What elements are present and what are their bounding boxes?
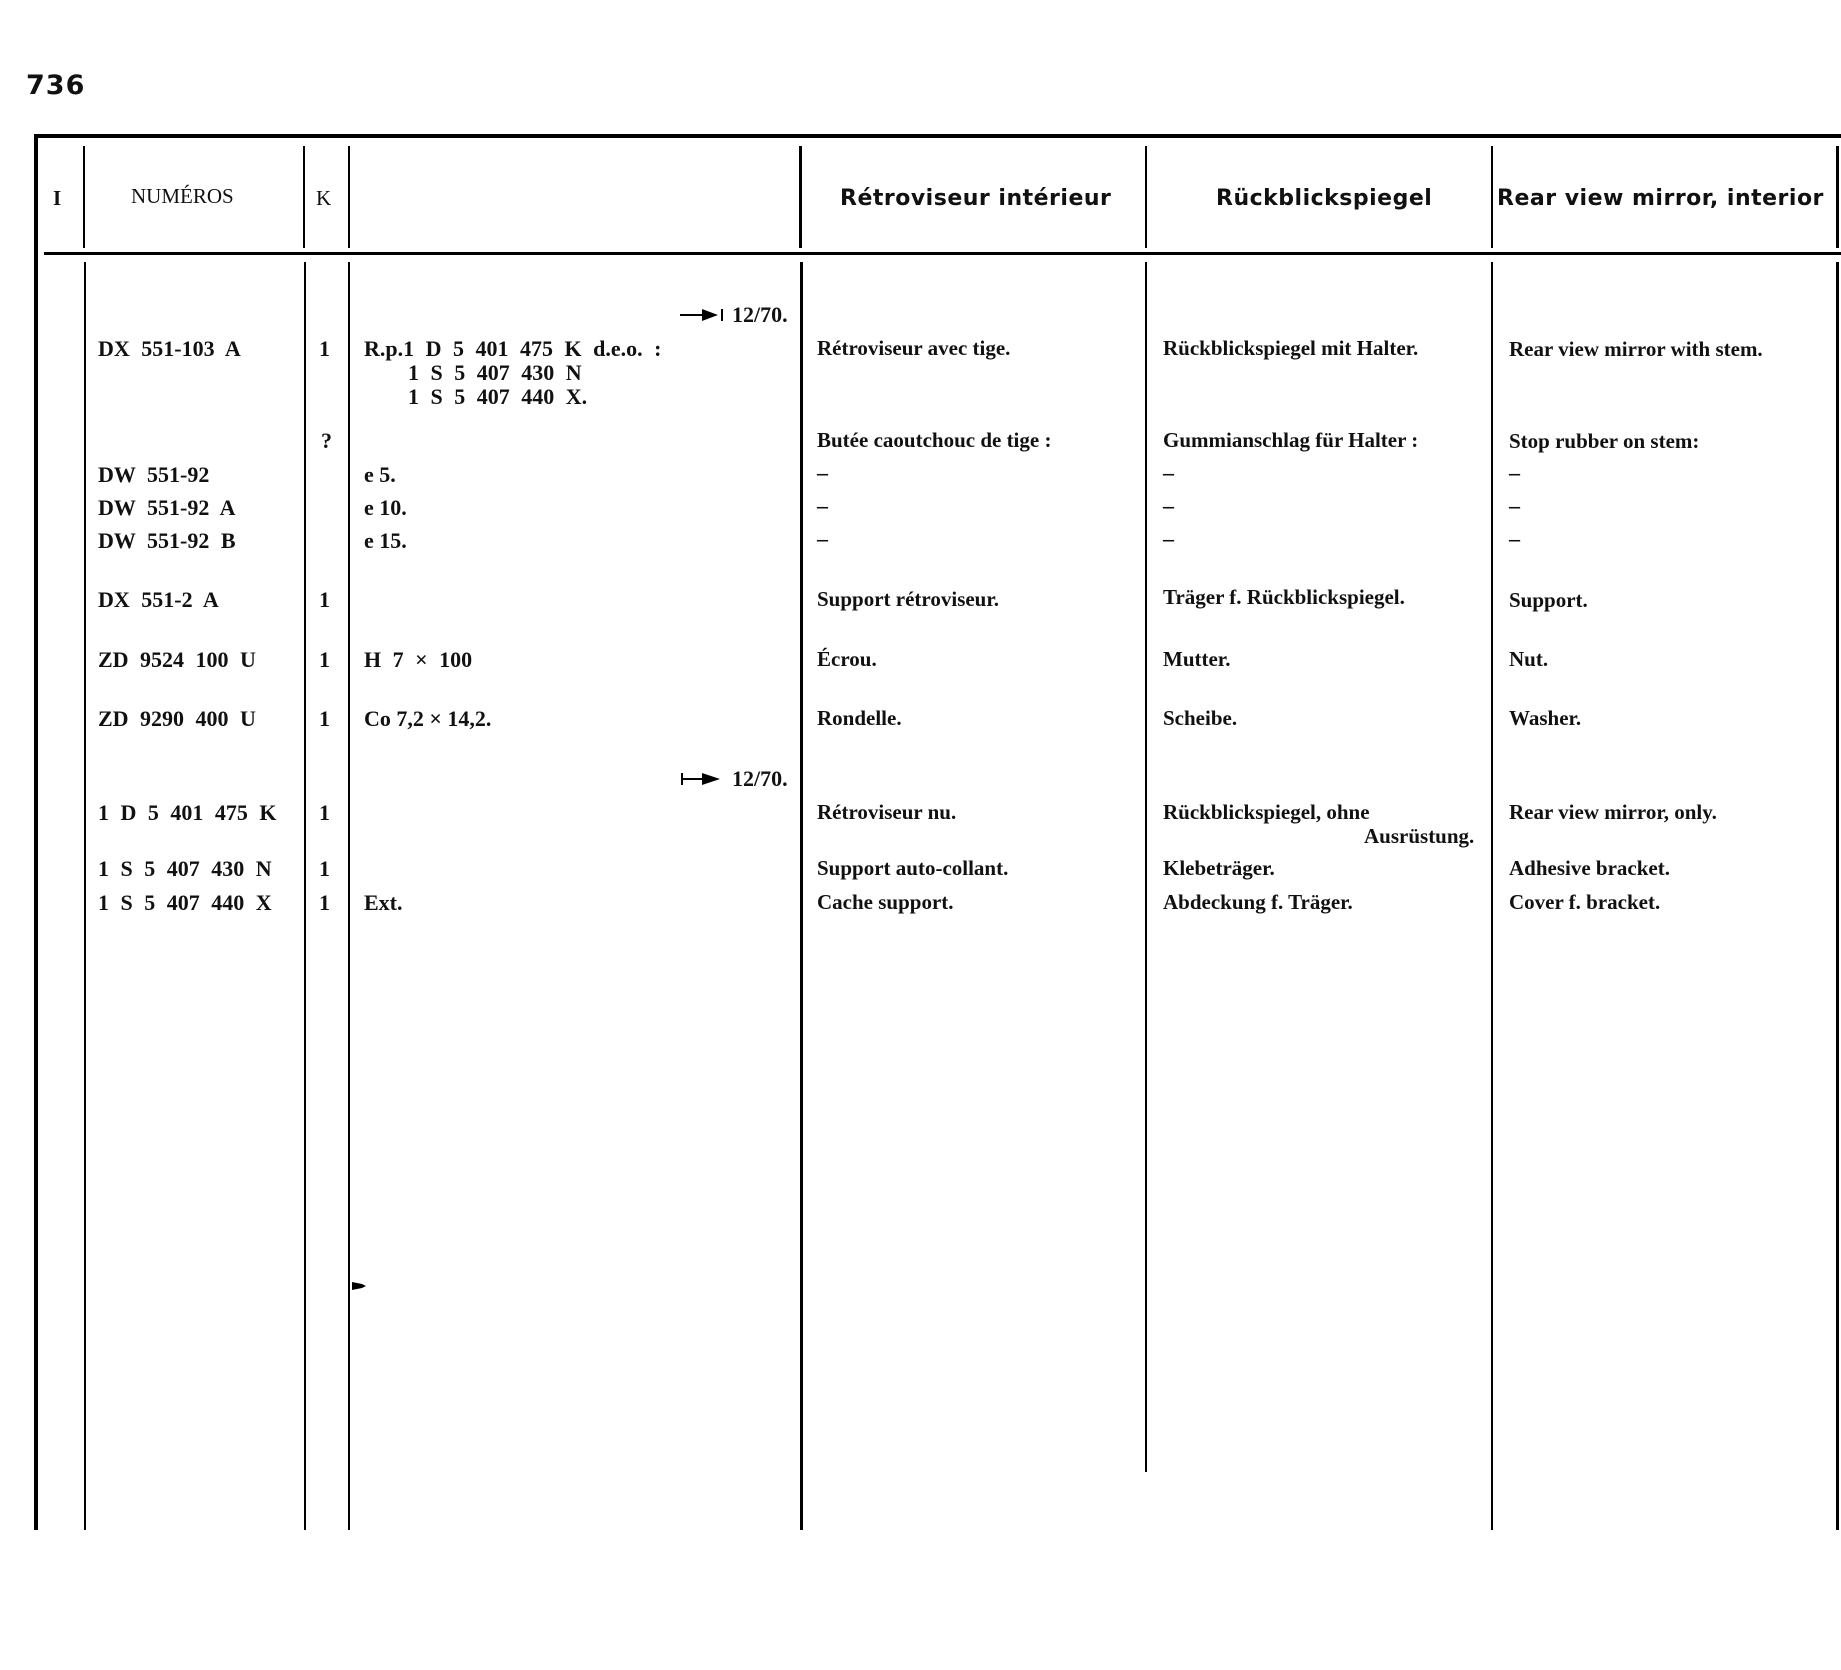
header-i: I [53,186,62,210]
note-line: e 5. [364,462,396,487]
desc-fr: Cache support. [817,890,954,914]
desc-en: – [1509,460,1520,485]
note-line: 1 S 5 407 430 N [408,360,582,385]
note-line: 1 S 5 407 440 X. [408,384,588,409]
page-number: 736 [26,70,86,101]
frame-right-rule [1836,146,1839,248]
desc-en: Adhesive bracket. [1509,856,1670,880]
header-k: K [316,186,332,210]
desc-de: Scheibe. [1163,706,1238,730]
column-divider [84,262,86,1530]
header-rule [44,252,1841,255]
part-number: ZD 9290 400 U [98,706,256,731]
part-number: 1 S 5 407 430 N [98,856,272,881]
quantity: 1 [319,856,330,881]
desc-de-continued: Ausrüstung. [1364,824,1475,848]
note-line: R.p.1 D 5 401 475 K d.e.o. : [364,336,662,361]
part-number: DX 551-2 A [98,587,219,612]
part-number: DW 551-92 A [98,495,236,520]
date-marker-before [680,302,788,328]
desc-de: Rückblickspiegel mit Halter. [1163,336,1419,360]
desc-de: – [1163,493,1174,518]
part-number: DX 551-103 A [98,336,241,361]
desc-de: – [1163,460,1174,485]
desc-en: Stop rubber on stem: [1509,429,1700,453]
desc-de: Gummianschlag für Halter : [1163,428,1419,452]
desc-en: Rear view mirror, only. [1509,800,1717,824]
part-number: DW 551-92 [98,462,210,487]
desc-fr: Butée caoutchouc de tige : [817,428,1052,452]
desc-de: Rückblickspiegel, ohne [1163,800,1370,824]
quantity: 1 [319,890,330,915]
column-divider [1145,262,1147,1472]
note-line: H 7 × 100 [364,647,473,672]
desc-de: Klebeträger. [1163,856,1275,880]
date-marker-after [680,766,788,792]
desc-de: Träger f. Rückblickspiegel. [1163,585,1405,609]
quantity: 1 [319,647,330,672]
column-divider [348,146,350,248]
column-divider [304,262,306,1530]
desc-fr: Rétroviseur avec tige. [817,336,1011,360]
part-number: DW 551-92 B [98,528,236,553]
quantity: ? [321,428,332,453]
part-number: 1 D 5 401 475 K [98,800,277,825]
part-number: ZD 9524 100 U [98,647,256,672]
desc-fr: – [817,526,828,551]
desc-fr: Écrou. [817,647,877,671]
note-line: e 15. [364,528,407,553]
desc-de: Mutter. [1163,647,1231,671]
desc-en: Cover f. bracket. [1509,890,1661,914]
header-fr: Rétroviseur intérieur [840,186,1112,211]
desc-en: Rear view mirror with stem. [1509,337,1763,361]
quantity: 1 [319,800,330,825]
frame-right-rule [1836,262,1839,1530]
desc-fr: – [817,460,828,485]
bar-to-arrow-icon [680,771,726,787]
column-divider [800,262,803,1530]
desc-en: – [1509,493,1520,518]
desc-de: – [1163,526,1174,551]
arrow-to-bar-icon [680,307,726,323]
column-divider [799,146,802,248]
desc-fr: Rondelle. [817,706,902,730]
desc-de: Abdeckung f. Träger. [1163,890,1353,914]
part-number: 1 S 5 407 440 X [98,890,272,915]
quantity: 1 [319,587,330,612]
desc-en: Nut. [1509,647,1549,671]
top-rule [34,134,1841,138]
desc-fr: Support rétroviseur. [817,587,1000,611]
desc-fr: Rétroviseur nu. [817,800,957,824]
quantity: 1 [319,336,330,361]
frame-left-rule [34,138,38,1530]
date-marker-before-text: 12/70. [732,302,788,327]
header-numeros: NUMÉROS [131,184,234,208]
desc-en: – [1509,526,1520,551]
date-marker-after-text: 12/70. [732,766,788,791]
quantity: 1 [319,706,330,731]
header-de: Rückblickspiegel [1216,186,1433,211]
desc-en: Support. [1509,588,1588,612]
stray-mark-icon [352,1280,368,1292]
desc-en: Washer. [1509,706,1582,730]
column-divider [83,146,85,248]
note-line: Co 7,2 × 14,2. [364,706,492,731]
header-en: Rear view mirror, interior [1497,186,1824,211]
note-line: e 10. [364,495,407,520]
column-divider [303,146,305,248]
desc-fr: – [817,493,828,518]
desc-fr: Support auto-collant. [817,856,1009,880]
column-divider [1491,262,1493,1530]
column-divider [1491,146,1493,248]
note-line: Ext. [364,890,403,915]
column-divider [1145,146,1147,248]
column-divider [348,262,350,1530]
